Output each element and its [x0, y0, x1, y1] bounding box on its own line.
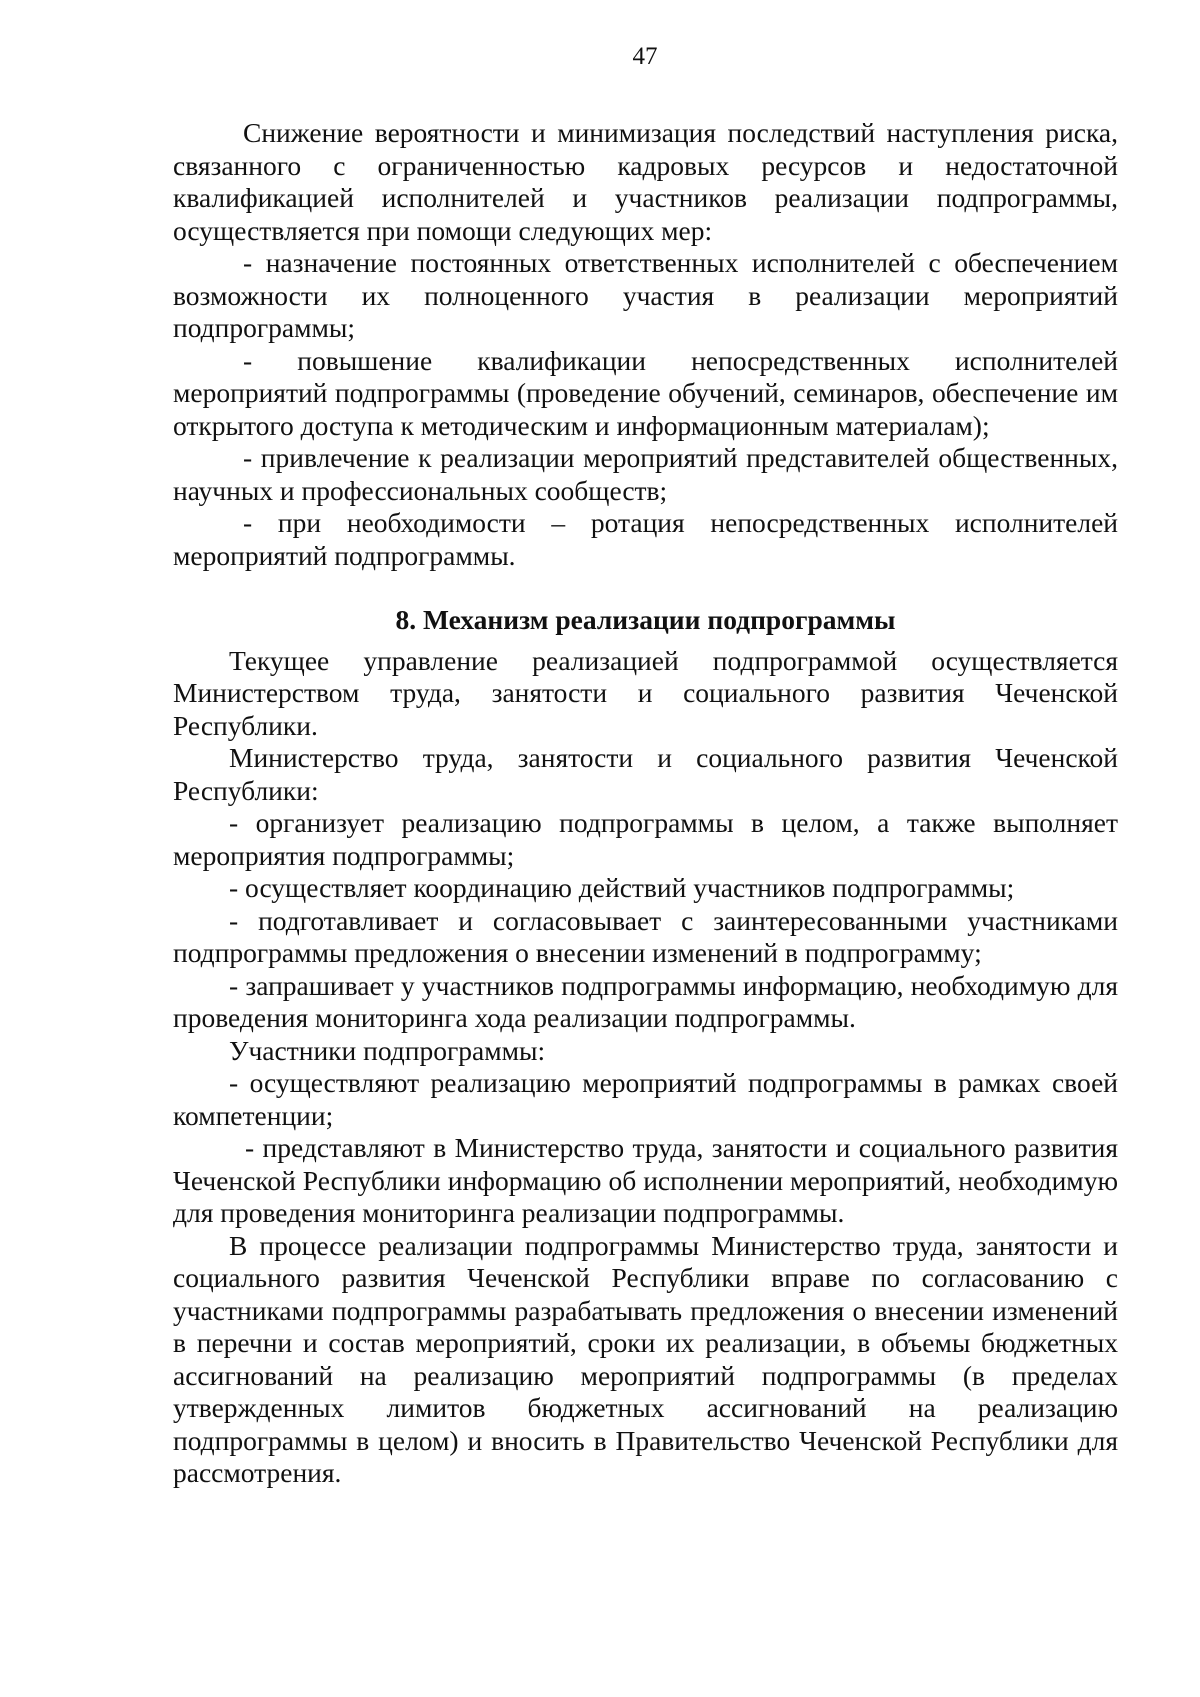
- risk-intro-paragraph: Снижение вероятности и минимизация последствий наступления риска, связанного с ограниченностью кадровых ресурсов и недостаточной квалификацией исполнителей и участников реализации подпрограммы, осуществляется при помощи следующих мер:: [173, 117, 1118, 246]
- body-paragraph: В процессе реализации подпрограммы Министерство труда, занятости и социального развития Чеченской Республики вправе по согласованию с участниками подпрограммы разрабатывать предложения о внесении изменений в перечни и состав мероприятий, сроки их реализации, в объемы бюджетных ассигнований на реализацию мероприятий подпрограммы (в пределах утвержденных лимитов бюджетных ассигнований на реализацию подпрограммы в целом) и вносить в Правительство Чеченской Республики для рассмотрения.: [173, 1229, 1118, 1488]
- section-spacer: [173, 572, 1118, 586]
- ministry-duty-item: - подготавливает и согласовывает с заинтересованными участниками подпрограммы предложения о внесении изменений в подпрограмму;: [173, 904, 1118, 968]
- risk-measure-item: - повышение квалификации непосредственных исполнителей мероприятий подпрограммы (проведение обучений, семинаров, обеспечение им открытого доступа к методическим и информационным материалам);: [173, 344, 1118, 441]
- risk-measure-item: - назначение постоянных ответственных исполнителей с обеспечением возможности их полноценного участия в реализации мероприятий подпрограммы;: [173, 247, 1118, 343]
- participant-duty-item: - осуществляют реализацию мероприятий подпрограммы в рамках своей компетенции;: [173, 1067, 1118, 1131]
- body-paragraph: Министерство труда, занятости и социального развития Чеченской Республики:: [173, 742, 1118, 806]
- body-paragraph: Текущее управление реализацией подпрограммой осуществляется Министерством труда, занятости и социального развития Чеченской Республики.: [173, 644, 1118, 741]
- body-paragraph: Участники подпрограммы:: [229, 1034, 546, 1066]
- participant-duty-item: - представляют в Министерство труда, занятости и социального развития Чеченской Республики информацию об исполнении мероприятий, необходимую для проведения мониторинга реализации подпрограммы.: [173, 1132, 1118, 1228]
- document-body: [173, 117, 1118, 1490]
- section-heading: 8. Механизм реализации подпрограммы: [395, 604, 896, 635]
- ministry-duty-item: - запрашивает у участников подпрограммы информацию, необходимую для проведения мониторинга хода реализации подпрограммы.: [173, 969, 1118, 1033]
- ministry-duty-item: - осуществляет координацию действий участников подпрограммы;: [229, 872, 1015, 903]
- risk-measure-item: - привлечение к реализации мероприятий представителей общественных, научных и профессиональных сообществ;: [173, 442, 1118, 506]
- ministry-duty-item: - организует реализацию подпрограммы в целом, а также выполняет мероприятия подпрограммы;: [173, 807, 1118, 871]
- page-number: 47: [632, 43, 658, 70]
- risk-measure-item: - при необходимости – ротация непосредственных исполнителей мероприятий подпрограммы.: [173, 507, 1118, 571]
